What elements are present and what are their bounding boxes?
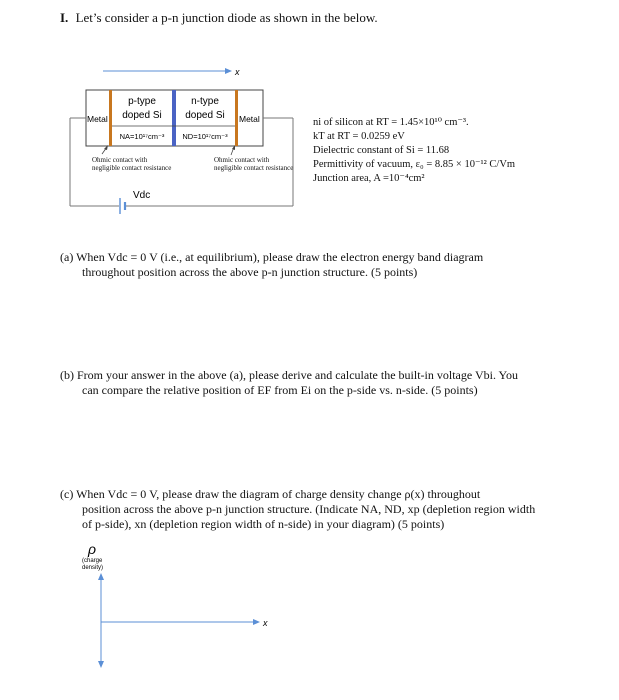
question-c: [60, 487, 580, 532]
left-contact-stripe: [109, 90, 112, 146]
question-a-line-2: throughout position across the above p-n junction structure. (5 points): [82, 265, 418, 279]
vdc-label: Vdc: [133, 190, 151, 201]
rho-caption-line-2: density): [82, 565, 104, 571]
x-axis-arrowhead: [253, 619, 260, 625]
rho-axis-arrow-down: [98, 661, 104, 668]
charge-density-axes: [0, 530, 619, 700]
parameters-block: [313, 116, 515, 186]
p-doped-label: doped Si: [122, 110, 162, 121]
position-axis-label: x: [235, 67, 240, 77]
param-area: Junction area, A =10⁻⁴cm²: [313, 173, 425, 184]
metal-left-label: Metal: [87, 114, 108, 124]
nd-doping-label: ND=10¹⁷cm⁻³: [182, 132, 228, 141]
problem-statement: Let’s consider a p-n junction diode as shown in the below.: [75, 10, 378, 25]
rho-symbol: ρ: [88, 541, 97, 557]
metal-right-label: Metal: [239, 114, 260, 124]
problem-number: I.: [60, 10, 69, 25]
rho-axis-arrow-up: [98, 573, 104, 580]
na-doping-label: NA=10¹⁷cm⁻³: [119, 132, 165, 141]
question-a-line-1: (a) When Vdc = 0 V (i.e., at equilibrium), please draw the electron energy band diagram: [60, 250, 484, 264]
question-b-line-2: can compare the relative position of EF from Ei on the p-side vs. n-side. (5 points): [82, 383, 478, 397]
ohmic-right-caption: [214, 156, 293, 172]
param-ni: ni of silicon at RT = 1.45×10¹⁰ cm⁻³.: [313, 117, 469, 128]
ohmic-right-line-2: negligible contact resistance: [214, 164, 294, 172]
question-a: [60, 250, 560, 280]
param-dielectric: Dielectric constant of Si = 11.68: [313, 145, 450, 156]
param-permittivity: Permittivity of vacuum, ε₀ = 8.85 × 10⁻¹² C/Vm: [313, 159, 516, 170]
ohmic-right-line-1: Ohmic contact with: [214, 156, 270, 164]
p-type-label: p-type: [128, 96, 156, 107]
question-b: [60, 368, 580, 398]
n-doped-label: doped Si: [185, 110, 225, 121]
question-c-line-3: of p-side), xn (depletion region width of n-side) in your diagram) (5 points): [82, 517, 445, 531]
question-b-line-1: (b) From your answer in the above (a), please derive and calculate the built-in voltage Vbi. You: [60, 368, 518, 382]
question-c-line-2: position across the above p-n junction structure. (Indicate NA, ND, xp (depletion region width: [82, 502, 536, 516]
ohmic-left-line-2: negligible contact resistance: [92, 164, 172, 172]
pn-junction-diagram: [0, 0, 619, 240]
ohmic-left-line-1: Ohmic contact with: [92, 156, 148, 164]
position-axis-arrowhead: [225, 68, 232, 74]
rho-caption-line-1: (charge: [82, 558, 103, 564]
right-contact-stripe: [235, 90, 238, 146]
question-c-line-1: (c) When Vdc = 0 V, please draw the diagram of charge density change ρ(x) throughout: [60, 487, 481, 501]
param-kt: kT at RT = 0.0259 eV: [313, 131, 405, 142]
junction-stripe: [172, 90, 176, 146]
ohmic-left-caption: [92, 156, 171, 172]
n-type-label: n-type: [191, 96, 219, 107]
x-axis-label: x: [263, 618, 268, 628]
